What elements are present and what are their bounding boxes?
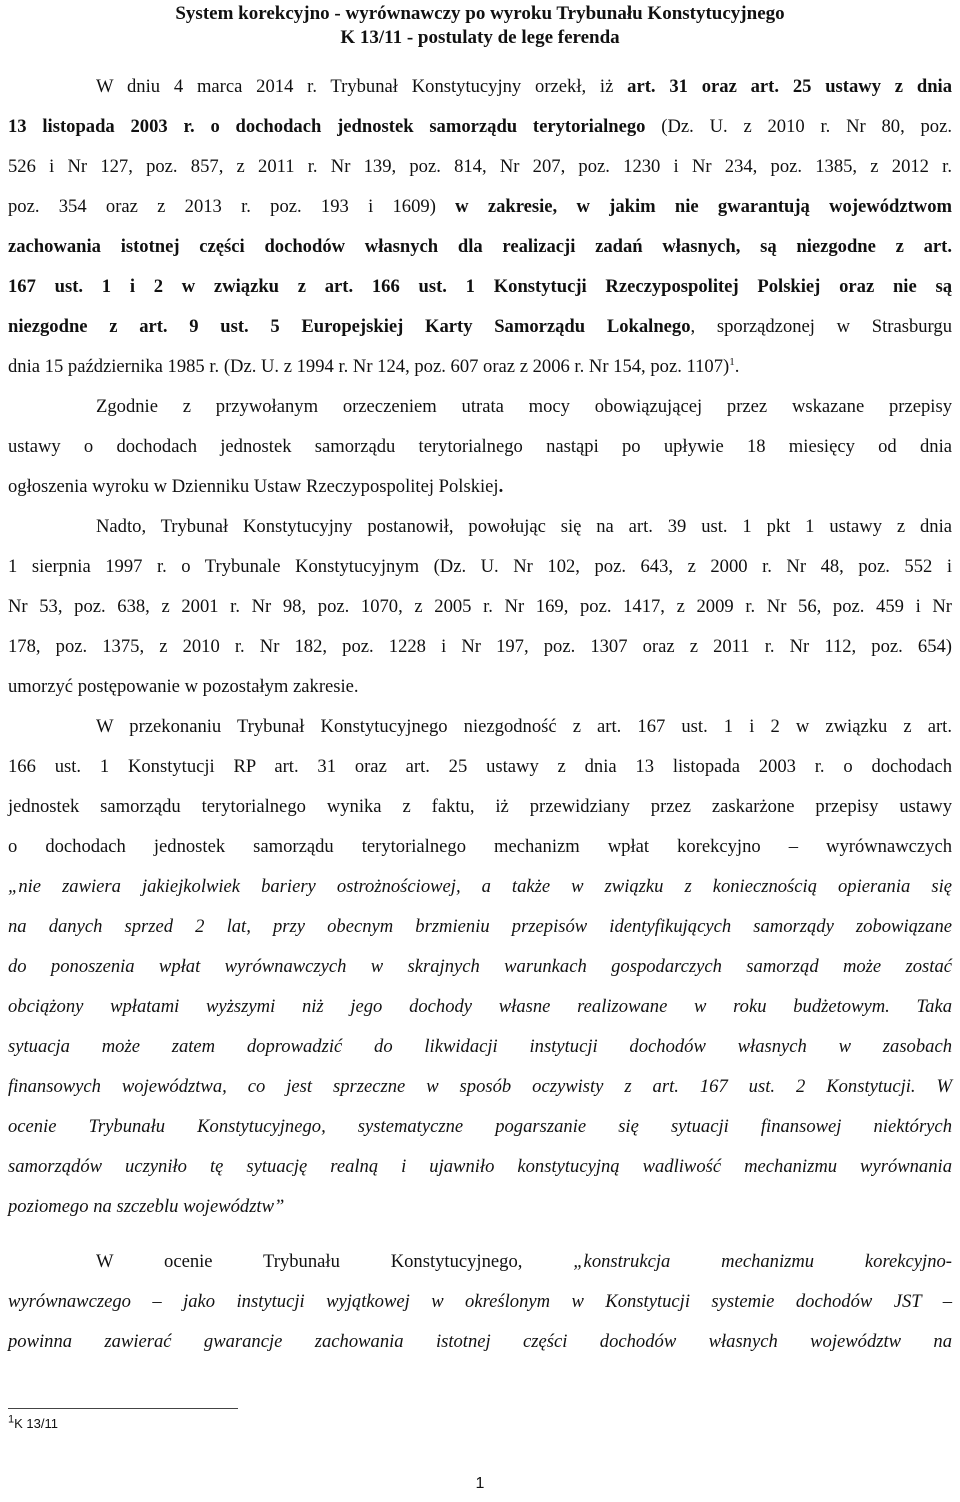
text-line: powinna zawierać gwarancje zachowania istotnej części dochodów własnych województw na <box>8 1331 952 1352</box>
text-line: niezgodne z art. 9 ust. 5 Europejskiej Karty Samorządu Lokalnego, sporządzonej w Strasburgu <box>8 316 953 337</box>
text-line: finansowych województwa, co jest sprzeczne w sposób oczywisty z art. 167 ust. 2 Konstytucji. W <box>8 1076 952 1097</box>
text-line: W ocenie Trybunału Konstytucyjnego, „konstrukcja mechanizmu korekcyjno- <box>96 1251 952 1272</box>
text-line: o dochodach jednostek samorządu terytorialnego mechanizm wpłat korekcyjno – wyrównawczych <box>8 836 952 857</box>
text-line: ocenie Trybunału Konstytucyjnego, systematyczne pogarszanie się sytuacji finansowej niektórych <box>8 1116 952 1137</box>
text-line: „nie zawiera jakiejkolwiek bariery ostrożnościowej, a także w związku z koniecznością opierania się <box>8 876 952 897</box>
page-number: 1 <box>475 1475 485 1492</box>
text-line: dnia 15 października 1985 r. (Dz. U. z 1994 r. Nr 124, poz. 607 oraz z 2006 r. Nr 154, poz. 1107)$^1$. <box>8 355 740 377</box>
text-line: zachowania istotnej części dochodów własnych dla realizacji zadań własnych, są niezgodne z art. <box>8 236 952 257</box>
text-line: poziomego na szczeblu województw” <box>8 1196 285 1217</box>
footnote-separator <box>8 1408 238 1409</box>
footnote-text: K 13/11 <box>14 1416 58 1431</box>
text-line: do ponoszenia wpłat wyrównawczych w skrajnych warunkach gospodarczych samorząd może zostać <box>8 956 952 977</box>
footnote-reference: 1 <box>729 355 735 368</box>
text-line: 526 i Nr 127, poz. 857, z 2011 r. Nr 139, poz. 814, Nr 207, poz. 1230 i Nr 234, poz. 1385, z 2012 r. <box>8 156 952 177</box>
text-line: 166 ust. 1 Konstytucji RP art. 31 oraz art. 25 ustawy z dnia 13 listopada 2003 r. o dochodach <box>8 756 952 777</box>
document-title-line-1: System korekcyjno - wyrównawczy po wyroku Trybunału Konstytucyjnego <box>175 3 785 24</box>
text-line: samorządów uczyniło tę sytuację realną i ujawniło konstytucyjną wadliwość mechanizmu wyrównania <box>8 1156 952 1177</box>
text-line: poz. 354 oraz z 2013 r. poz. 193 i 1609) w zakresie, w jakim nie gwarantują województwom <box>8 196 952 217</box>
text-line: sytuacja może zatem doprowadzić do likwidacji instytucji dochodów własnych w zasobach <box>8 1036 952 1057</box>
document-title-line-2: K 13/11 - postulaty de lege ferenda <box>340 27 620 48</box>
text-line: jednostek samorządu terytorialnego wynika z faktu, iż przewidziany przez zaskarżone przepisy ustawy <box>8 796 952 817</box>
text-line: 1 sierpnia 1997 r. o Trybunale Konstytucyjnym (Dz. U. Nr 102, poz. 643, z 2000 r. Nr 48, poz. 552 i <box>8 556 952 577</box>
text-line: obciążony wpłatami wyższymi niż jego dochody własne realizowane w roku budżetowym. Taka <box>8 996 952 1017</box>
text-line: Zgodnie z przywołanym orzeczeniem utrata mocy obowiązującej przez wskazane przepisy <box>96 396 952 417</box>
text-line: 178, poz. 1375, z 2010 r. Nr 182, poz. 1228 i Nr 197, poz. 1307 oraz z 2011 r. Nr 112, poz. 654) <box>8 636 952 657</box>
text-line: Nadto, Trybunał Konstytucyjny postanowił, powołując się na art. 39 ust. 1 pkt 1 ustawy z dnia <box>96 516 952 537</box>
text-line: wyrównawczego – jako instytucji wyjątkowej w określonym w Konstytucji systemie dochodów JST – <box>8 1291 952 1312</box>
footnote <box>8 1413 58 1432</box>
text-line: W przekonaniu Trybunał Konstytucyjnego niezgodność z art. 167 ust. 1 i 2 w związku z art. <box>96 716 952 737</box>
text-line: na danych sprzed 2 lat, przy obecnym brzmieniu przepisów identyfikujących samorządy zobowiązane <box>8 916 952 937</box>
text-line: umorzyć postępowanie w pozostałym zakresie. <box>8 676 359 697</box>
text-line: W dniu 4 marca 2014 r. Trybunał Konstytucyjny orzekł, iż art. 31 oraz art. 25 ustawy z dnia <box>96 76 952 97</box>
text-line: 167 ust. 1 i 2 w związku z art. 166 ust. 1 Konstytucji Rzeczypospolitej Polskiej oraz nie są <box>8 276 952 297</box>
text-line: Nr 53, poz. 638, z 2001 r. Nr 98, poz. 1070, z 2005 r. Nr 169, poz. 1417, z 2009 r. Nr 56, poz. 459 i Nr <box>8 596 952 617</box>
text-line: ogłoszenia wyroku w Dzienniku Ustaw Rzeczypospolitej Polskiej. <box>8 476 504 497</box>
text-line: 13 listopada 2003 r. o dochodach jednostek samorządu terytorialnego (Dz. U. z 2010 r. Nr 80, poz. <box>8 116 952 137</box>
footnote-marker: 1 <box>8 1413 15 1426</box>
text-line: ustawy o dochodach jednostek samorządu terytorialnego nastąpi po upływie 18 miesięcy od dnia <box>8 436 952 457</box>
